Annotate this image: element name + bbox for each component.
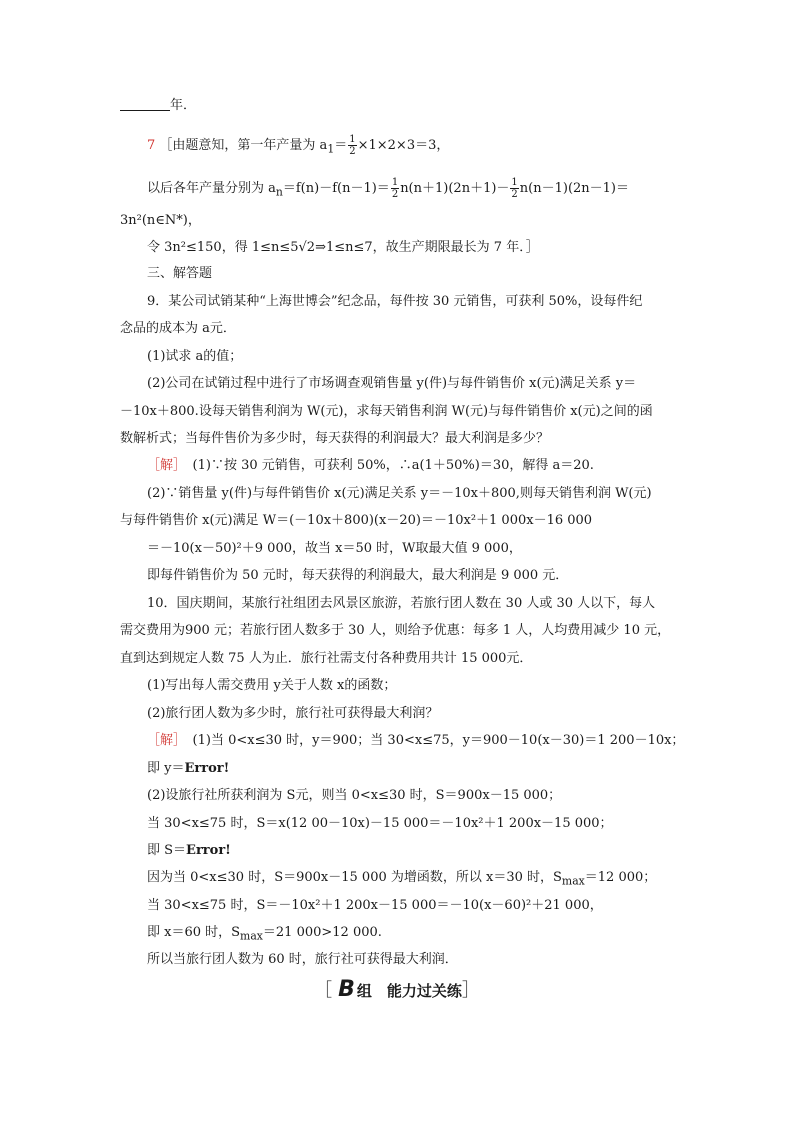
solution8-line2: 以后各年产量分别为 $a_n=f(n)-f(n-1)=$ $\frac{1}{2}$ n(n＋1)(2n＋1)－ $\frac{1}{2}$ n(n－1)(2n－1)＝ — [147, 177, 629, 200]
q10-solution-line1: ［解］ (1)当 0<x≤30 时，y＝900；当 30<x≤75，y＝900－10(x－30)＝1 200－10x； — [147, 733, 685, 748]
q8-blank-line — [120, 97, 680, 115]
q9-solution-line3: 与每件销售价 x(元)满足 W＝(－10x＋800)(x－20)＝－10x²＋1 000x－16 000 — [120, 513, 593, 528]
q10-solution-line2: 即 y＝Error! — [147, 761, 230, 776]
fraction: $\frac{1}{2}$ — [349, 134, 356, 157]
error-text: Error! — [184, 761, 230, 776]
section-footer: ［ B 组 能力过关练］ — [314, 977, 480, 1002]
section-heading: 三、解答题 — [147, 266, 213, 281]
q10-solution-line3: (2)设旅行社所获利润为 S元，则当 0<x≤30 时，S＝900x－15 000； — [147, 788, 562, 803]
answer-blank — [120, 110, 170, 111]
fraction: $\frac{1}{2}$ — [391, 177, 399, 200]
solution8-line3: 3n²(n∈N*)， — [120, 213, 201, 228]
q9-solution-line5: 即每件销售价为 50 元时，每天获得的利润最大，最大利润是 9 000 元． — [147, 568, 569, 583]
solution-tag: ［解］ — [147, 458, 180, 473]
q10-stem-line2: 需交费用为900 元；若旅行团人数多于 30 人，则给予优惠：每多 1 人，人均费用减少 10 元， — [120, 623, 671, 638]
q10-solution-line5: 即 S＝Error! — [147, 843, 231, 858]
q9-solution-line1: ［解］ (1)∵按 30 元销售，可获利 50%，∴a(1＋50%)＝30，解得 a＝20. — [147, 458, 594, 473]
group-letter: B — [338, 977, 355, 1002]
q9-part2-line2: －10x＋800.设每天销售利润为 W(元)，求每天销售利润 W(元)与每件销售价 x(元)之间的函 — [120, 404, 653, 419]
q10-solution-line8: 即 x＝60 时，$S_{max}=21$ 000>12 000. — [147, 925, 382, 943]
q9-solution-line4: ＝－10(x－50)²＋9 000，故当 x＝50 时，W取最大值 9 000， — [147, 541, 522, 556]
q9-part2-line1: (2)公司在试销过程中进行了市场调查观销售量 y(件)与每件销售价 x(元)满足关系 y＝ — [147, 376, 637, 391]
q9-part2-line3: 数解析式；当每件售价为多少时，每天获得的利润最大？最大利润是多少？ — [120, 431, 550, 446]
error-text: Error! — [186, 843, 231, 858]
q10-solution-line6: 因为当 0<x≤30 时，S＝900x－15 000 为增函数，所以 x＝30 时，$S_{max}=12$ 000； — [147, 870, 657, 888]
q9-stem-line1: 9．某公司试销某种“上海世博会”纪念品，每件按 30 元销售，可获利 50%，设每件纪 — [147, 294, 643, 309]
solution8-line4: 令 3n²≤150，得 1≤n≤5√2⇒1≤n≤7，故生产期限最长为 7 年．］ — [147, 240, 539, 255]
solution8-answer: 7 — [147, 138, 156, 153]
q10-part1: (1)写出每人需交费用 y关于人数 x的函数； — [147, 678, 397, 693]
q9-stem-line2: 念品的成本为 a元． — [120, 321, 236, 336]
q10-part2: (2)旅行团人数为多少时，旅行社可获得最大利润？ — [147, 706, 439, 721]
solution8-line1: 7 ［由题意知，第一年产量为 $a_1=$ $\frac{1}{2}$ ×1×2×3＝3， — [147, 134, 450, 157]
q9-part1: (1)试求 a的值； — [147, 349, 243, 364]
q10-stem-line1: 10．国庆期间，某旅行社组团去风景区旅游，若旅行团人数在 30 人或 30 人以下，每人 — [147, 596, 656, 611]
q8-tail: 年． — [170, 98, 197, 113]
solution-tag: ［解］ — [147, 733, 180, 748]
q10-solution-line7: 当 30<x≤75 时，S＝－10x²＋1 200x－15 000＝－10(x－60)²＋21 000， — [147, 898, 603, 913]
q10-solution-line4: 当 30<x≤75 时，S＝x(12 00－10x)－15 000＝－10x²＋1 200x－15 000； — [147, 816, 613, 831]
fraction: $\frac{1}{2}$ — [511, 177, 518, 200]
q10-stem-line3: 直到达到规定人数 75 人为止．旅行社需支付各种费用共计 15 000元． — [120, 651, 533, 666]
q10-solution-line9: 所以当旅行团人数为 60 时，旅行社可获得最大利润． — [147, 952, 458, 967]
q9-solution-line2: (2)∵销售量 y(件)与每件销售价 x(元)满足关系 y＝－10x＋800,则每天销售利润 W(元) — [147, 486, 652, 501]
